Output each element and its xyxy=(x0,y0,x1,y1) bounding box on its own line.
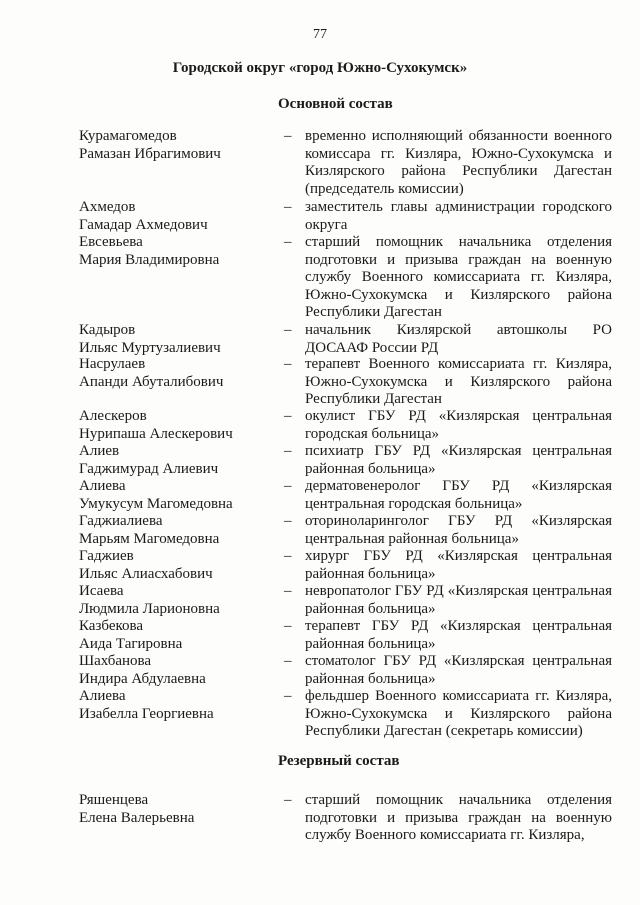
dash-separator: – xyxy=(284,356,292,372)
dash-separator: – xyxy=(284,688,292,704)
dash-separator: – xyxy=(284,128,292,144)
member-surname: Казбекова xyxy=(79,618,144,634)
member-role: хирург ГБУ РД «Кизлярская центральная районная больница» xyxy=(305,548,612,582)
member-name xyxy=(79,513,274,548)
member-name xyxy=(79,653,274,688)
member-given-name: Гамадар Ахмедович xyxy=(79,216,208,233)
member-given-name: Елена Валерьевна xyxy=(79,809,195,826)
page-number: 77 xyxy=(313,27,327,42)
member-surname: Ряшенцева xyxy=(79,792,149,808)
dash-separator: – xyxy=(284,478,292,494)
member-surname: Алиева xyxy=(79,688,126,704)
dash-separator: – xyxy=(284,443,292,459)
member-given-name: Марьям Магомедовна xyxy=(79,530,220,547)
member-role: терапевт Военного комиссариата гг. Кизляра, Южно-Сухокумска и Кизлярского района Республики Дагестан xyxy=(305,356,612,408)
member-name xyxy=(79,408,274,443)
dash-separator: – xyxy=(284,792,292,808)
member-role: психиатр ГБУ РД «Кизлярская центральная районная больница» xyxy=(305,443,612,477)
member-role: начальник Кизлярской автошколы РО ДОСААФ России РД xyxy=(305,322,612,356)
member-surname: Евсевьева xyxy=(79,234,143,250)
member-name xyxy=(79,792,274,827)
dash-separator: – xyxy=(284,199,292,215)
dash-separator: – xyxy=(284,548,292,564)
member-given-name: Мария Владимировна xyxy=(79,251,220,268)
dash-separator: – xyxy=(284,408,292,424)
member-name xyxy=(79,322,274,357)
member-surname: Курамагомедов xyxy=(79,128,177,144)
member-role: старший помощник начальника отделения подготовки и призыва граждан на военную службу Военного комиссариата гг. Кизляра, Южно-Сухокумска и Кизлярского района Республики Дагестан xyxy=(305,234,612,321)
dash-separator: – xyxy=(284,618,292,634)
member-given-name: Индира Абдулаевна xyxy=(79,670,206,687)
member-name xyxy=(79,478,274,513)
member-surname: Гаджиалиева xyxy=(79,513,163,529)
member-surname: Алиев xyxy=(79,443,120,459)
member-name xyxy=(79,618,274,653)
member-given-name: Гаджимурад Алиевич xyxy=(79,460,219,477)
member-role: временно исполняющий обязанности военного комиссара гг. Кизляра, Южно-Сухокумска и Кизлярского района Республики Дагестан (председатель комиссии) xyxy=(305,128,612,197)
member-surname: Гаджиев xyxy=(79,548,134,564)
member-given-name: Ильяс Алиасхабович xyxy=(79,565,213,582)
member-name xyxy=(79,128,274,163)
dash-separator: – xyxy=(284,653,292,669)
dash-separator: – xyxy=(284,513,292,529)
member-role: окулист ГБУ РД «Кизлярская центральная городская больница» xyxy=(305,408,612,442)
member-name xyxy=(79,234,274,269)
dash-separator: – xyxy=(284,583,292,599)
member-name xyxy=(79,688,274,723)
member-role: терапевт ГБУ РД «Кизлярская центральная районная больница» xyxy=(305,618,612,652)
member-name xyxy=(79,443,274,478)
member-given-name: Апанди Абуталибович xyxy=(79,373,224,390)
member-name xyxy=(79,583,274,618)
member-given-name: Изабелла Георгиевна xyxy=(79,705,214,722)
member-name xyxy=(79,199,274,234)
reserve-section-heading: Резервный состав xyxy=(278,753,400,769)
member-surname: Алескеров xyxy=(79,408,147,424)
member-role: старший помощник начальника отделения подготовки и призыва граждан на военную службу Военного комиссариата гг. Кизляра, xyxy=(305,792,612,844)
member-given-name: Людмила Ларионовна xyxy=(79,600,220,617)
member-role: заместитель главы администрации городского округа xyxy=(305,199,612,233)
member-role: стоматолог ГБУ РД «Кизлярская центральная районная больница» xyxy=(305,653,612,687)
member-role: невропатолог ГБУ РД «Кизлярская центральная районная больница» xyxy=(305,583,612,617)
member-role: фельдшер Военного комиссариата гг. Кизляра, Южно-Сухокумска и Кизлярского района Республики Дагестан (секретарь комиссии) xyxy=(305,688,612,740)
dash-separator: – xyxy=(284,322,292,338)
member-surname: Ахмедов xyxy=(79,199,136,215)
member-surname: Кадыров xyxy=(79,322,136,338)
page-title: Городской округ «город Южно-Сухокумск» xyxy=(172,60,468,76)
member-surname: Алиева xyxy=(79,478,126,494)
dash-separator: – xyxy=(284,234,292,250)
member-surname: Насрулаев xyxy=(79,356,146,372)
member-given-name: Рамазан Ибрагимович xyxy=(79,145,221,162)
member-given-name: Ильяс Муртузалиевич xyxy=(79,339,221,356)
member-surname: Исаева xyxy=(79,583,124,599)
member-given-name: Умукусум Магомедовна xyxy=(79,495,233,512)
member-surname: Шахбанова xyxy=(79,653,152,669)
member-name xyxy=(79,356,274,391)
member-role: дерматовенеролог ГБУ РД «Кизлярская центральная городская больница» xyxy=(305,478,612,512)
main-section-heading: Основной состав xyxy=(278,96,393,112)
member-given-name: Аида Тагировна xyxy=(79,635,183,652)
member-given-name: Нурипаша Алескерович xyxy=(79,425,233,442)
member-role: оториноларинголог ГБУ РД «Кизлярская центральная районная больница» xyxy=(305,513,612,547)
member-name xyxy=(79,548,274,583)
